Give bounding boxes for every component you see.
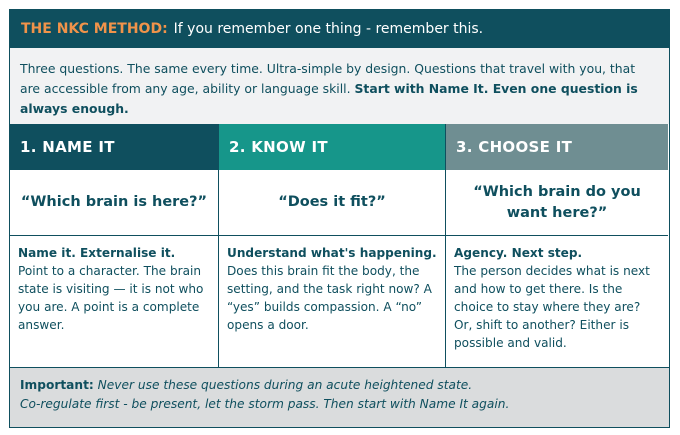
important-label: Important: bbox=[20, 378, 94, 392]
header-text: If you remember one thing - remember this. bbox=[173, 21, 484, 37]
important-note bbox=[10, 367, 669, 428]
step-description: The person decides what is next and how to get there. Is the choice to stay where they are? Or, shift to another? Either is possible and valid. bbox=[454, 264, 650, 350]
step-question: “Which brain do you want here?” bbox=[446, 170, 668, 236]
step-title: 2. KNOW IT bbox=[219, 124, 445, 170]
intro-panel bbox=[10, 48, 669, 124]
step-choose-it bbox=[446, 124, 668, 367]
intro-text: Three questions. The same every time. Ultra-simple by design. Questions that travel with you, that are accessible from any age, ability or language skill. bbox=[20, 61, 636, 96]
important-line-2: Co-regulate first - be present, let the storm pass. Then start with Name It again. bbox=[20, 397, 510, 411]
step-name-it bbox=[10, 124, 219, 367]
nkc-method-card bbox=[9, 9, 670, 428]
step-know-it bbox=[219, 124, 446, 367]
card-header bbox=[10, 10, 669, 48]
header-accent: THE NKC METHOD: bbox=[21, 21, 168, 37]
step-description: Point to a character. The brain state is visiting — it is not who you are. A point is a complete answer. bbox=[18, 264, 204, 332]
intro-bold: Start with Name It. Even one question is always enough. bbox=[20, 81, 638, 116]
important-line-1: Never use these questions during an acute heightened state. bbox=[97, 378, 473, 392]
step-description: Does this brain fit the body, the setting, and the task right now? A “yes” builds compassion. A “no” opens a door. bbox=[227, 264, 432, 332]
step-body bbox=[446, 236, 668, 367]
step-question: “Which brain is here?” bbox=[10, 170, 218, 236]
step-lead: Understand what's happening. bbox=[227, 246, 437, 260]
step-title: 1. NAME IT bbox=[10, 124, 218, 170]
step-lead: Name it. Externalise it. bbox=[18, 246, 176, 260]
step-body bbox=[10, 236, 218, 367]
step-lead: Agency. Next step. bbox=[454, 246, 583, 260]
step-body bbox=[219, 236, 445, 367]
step-title: 3. CHOOSE IT bbox=[446, 124, 668, 170]
steps-grid bbox=[10, 124, 669, 367]
step-question: “Does it fit?” bbox=[219, 170, 445, 236]
